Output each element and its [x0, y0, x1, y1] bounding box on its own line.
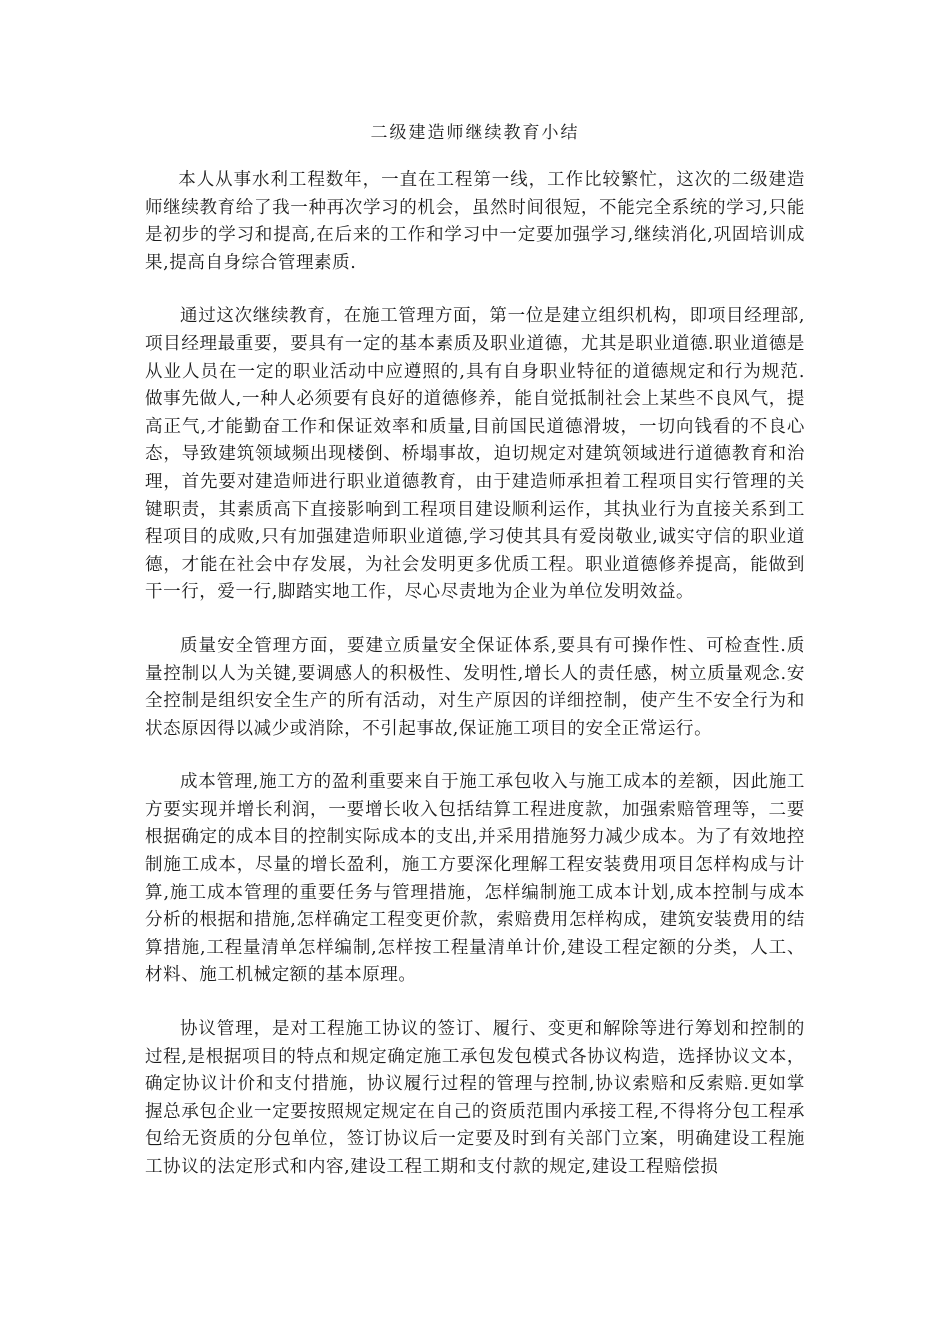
paragraph-construction-management: 通过这次继续教育，在施工管理方面，第一位是建立组织机构，即项目经理部,项目经理最重要，要具有一定的基本素质及职业道德，尤其是职业道德.职业道德是从业人员在一定的职业活动中应遵照的,具有自身职业特征的道德规定和行为规范.做事先做人,一种人必须要有良好的道德修养，能自觉抵制社会上某些不良风气，提高正气,才能勤奋工作和保证效率和质量,目前国民道德滑坡，一切向钱看的不良心态，导致建筑领域频出现楼倒、桥塌事故，迫切规定对建筑领域进行道德教育和治理，首先要对建造师进行职业道德教育，由于建造师承担着工程项目实行管理的关键职责，其素质高下直接影响到工程项目建设顺利运作，其执业行为直接关系到工程项目的成败,只有加强建造师职业道德,学习使其具有爱岗敬业,诚实守信的职业道德，才能在社会中存发展，为社会发明更多优质工程。职业道德修养提高，能做到干一行，爱一行,脚踏实地工作，尽心尽责地为企业为单位发明效益。	[145, 306, 805, 603]
document-title: 二级建造师继续教育小结	[370, 123, 580, 143]
paragraph-cost-management: 成本管理,施工方的盈利重要来自于施工承包收入与施工成本的差额，因此施工方要实现并增长利润，一要增长收入包括结算工程进度款，加强索赔管理等，二要根据确定的成本目的控制实际成本的支出,并采用措施努力减少成本。为了有效地控制施工成本，尽量的增长盈利，施工方要深化理解工程安装费用项目怎样构成与计算,施工成本管理的重要任务与管理措施，怎样编制施工成本计划,成本控制与成本分析的根据和措施,怎样确定工程变更价款，索赔费用怎样构成，建筑安装费用的结算措施,工程量清单怎样编制,怎样按工程量清单计价,建设工程定额的分类，人工、材料、施工机械定额的基本原理。	[145, 772, 805, 986]
document-page	[145, 118, 805, 1208]
paragraph-quality-safety: 质量安全管理方面，要建立质量安全保证体系,要具有可操作性、可检查性.质量控制以人为关键,要调感人的积极性、发明性,增长人的责任感，树立质量观念.安全控制是组织安全生产的所有活动，对生产原因的详细控制，使产生不安全行为和状态原因得以减少或消除，不引起事故,保证施工项目的安全正常运行。	[145, 635, 805, 739]
paragraph-contract-management: 协议管理，是对工程施工协议的签订、履行、变更和解除等进行筹划和控制的过程,是根据项目的特点和规定确定施工承包发包模式各协议构造，选择协议文本，确定协议计价和支付措施，协议履行过程的管理与控制,协议索赔和反索赔.更如掌握总承包企业一定要按照规定规定在自己的资质范围内承接工程,不得将分包工程承包给无资质的分包单位，签订协议后一定要及时到有关部门立案，明确建设工程施工协议的法定形式和内容,建设工程工期和支付款的规定,建设工程赔偿损	[145, 1019, 805, 1177]
paragraph-intro: 本人从事水利工程数年，一直在工程第一线，工作比较繁忙，这次的二级建造师继续教育给了我一种再次学习的机会，虽然时间很短，不能完全系统的学习,只能是初步的学习和提高,在后来的工作和学习中一定要加强学习,继续消化,巩固培训成果,提高自身综合管理素质.	[145, 170, 805, 273]
